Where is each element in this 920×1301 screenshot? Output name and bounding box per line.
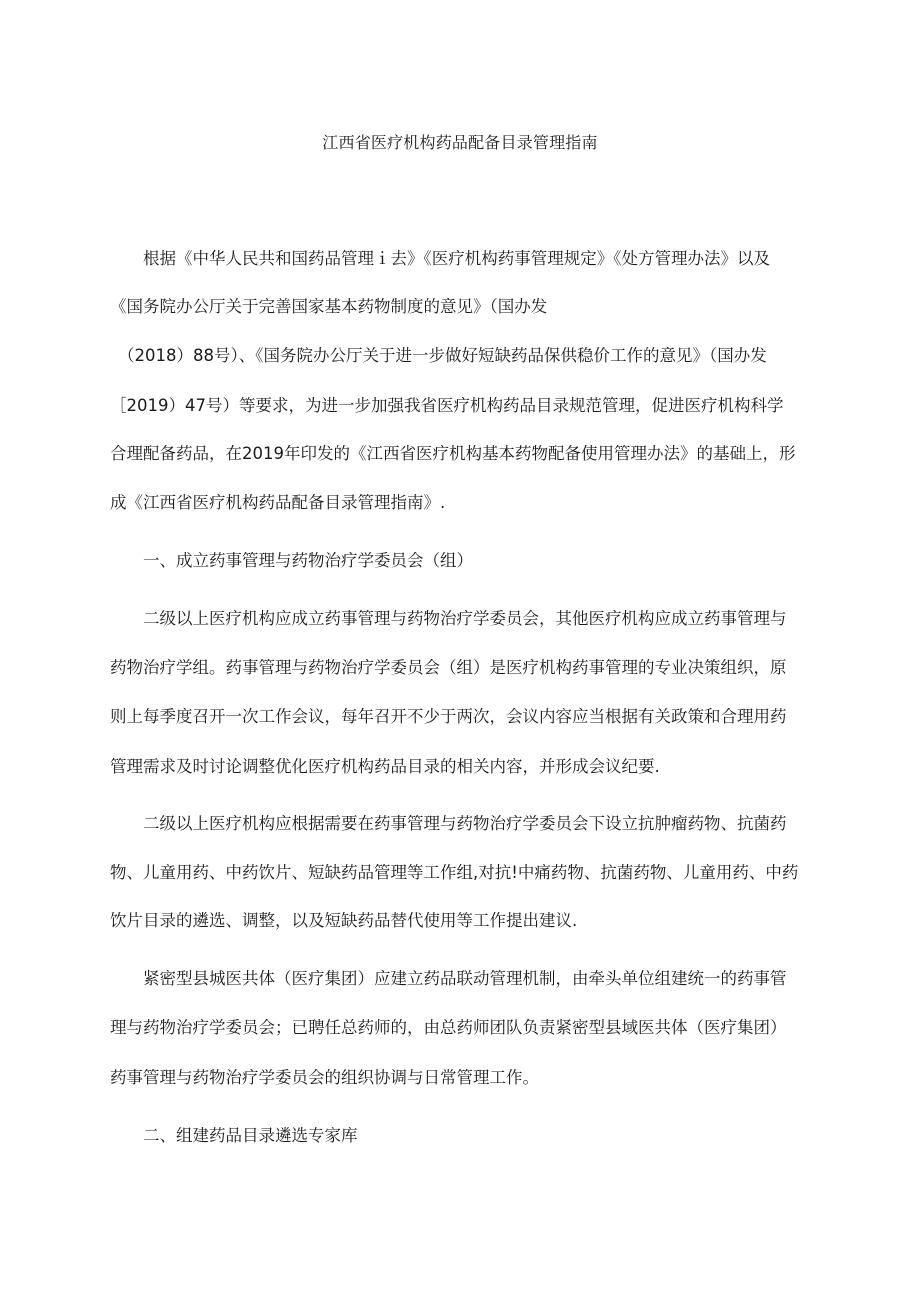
paragraph-line: 紧密型县城医共体（医疗集团）应建立药品联动管理机制，由牵头单位组建统一的药事管: [143, 969, 787, 988]
paragraph-line: 理与药物治疗学委员会；已聘任总药师的，由总药师团队负责紧密型县域医共体（医疗集团）: [110, 1018, 787, 1037]
paragraph-line: 根据《中华人民共和国药品管理ｉ去》《医疗机构药事管理规定》《处方管理办法》以及: [143, 249, 770, 268]
paragraph-line: 《国务院办公厅关于完善国家基本药物制度的意见》（国办发: [110, 297, 548, 316]
section-heading: 二、组建药品目录遴选专家库: [143, 1126, 358, 1145]
paragraph-line: 合理配备药品，在2019年印发的《江西省医疗机构基本药物配备使用管理办法》的基础上，形: [110, 444, 796, 463]
paragraph-line: 饮片目录的遴选、调整，以及短缺药品替代使用等工作提出建议.: [110, 911, 578, 930]
paragraph-line: 药事管理与药物治疗学委员会的组织协调与日常管理工作。: [110, 1068, 539, 1087]
section-heading: 一、成立药事管理与药物治疗学委员会（组）: [143, 551, 473, 570]
paragraph-line: 管理需求及时讨论调整优化医疗机构药品目录的相关内容，并形成会议纪要.: [110, 757, 660, 776]
paragraph-line: 二级以上医疗机构应根据需要在药事管理与药物治疗学委员会下设立抗肿瘤药物、抗菌药: [143, 814, 787, 833]
paragraph-line: 则上每季度召开一次工作会议，每年召开不少于两次，会议内容应当根据有关政策和合理用药: [110, 707, 787, 726]
paragraph-line: （2018）88号）、《国务院办公厅关于进一步做好短缺药品保供稳价工作的意见》（国办发: [118, 346, 767, 365]
paragraph-line: 成《江西省医疗机构药品配备目录管理指南》.: [110, 493, 446, 512]
document-title: 江西省医疗机构药品配备目录管理指南: [322, 133, 598, 152]
paragraph-line: ［2019）47号）等要求，为进一步加强我省医疗机构药品目录规范管理，促进医疗机构科学: [110, 396, 784, 415]
paragraph-line: 物、儿童用药、中药饮片、短缺药品管理等工作组,对抗!中痛药物、抗菌药物、儿童用药、中药: [110, 863, 799, 882]
paragraph-line: 药物治疗学组。药事管理与药物治疗学委员会（组）是医疗机构药事管理的专业决策组织，原: [110, 658, 787, 677]
paragraph-line: 二级以上医疗机构应成立药事管理与药物治疗学委员会，其他医疗机构应成立药事管理与: [143, 609, 787, 628]
